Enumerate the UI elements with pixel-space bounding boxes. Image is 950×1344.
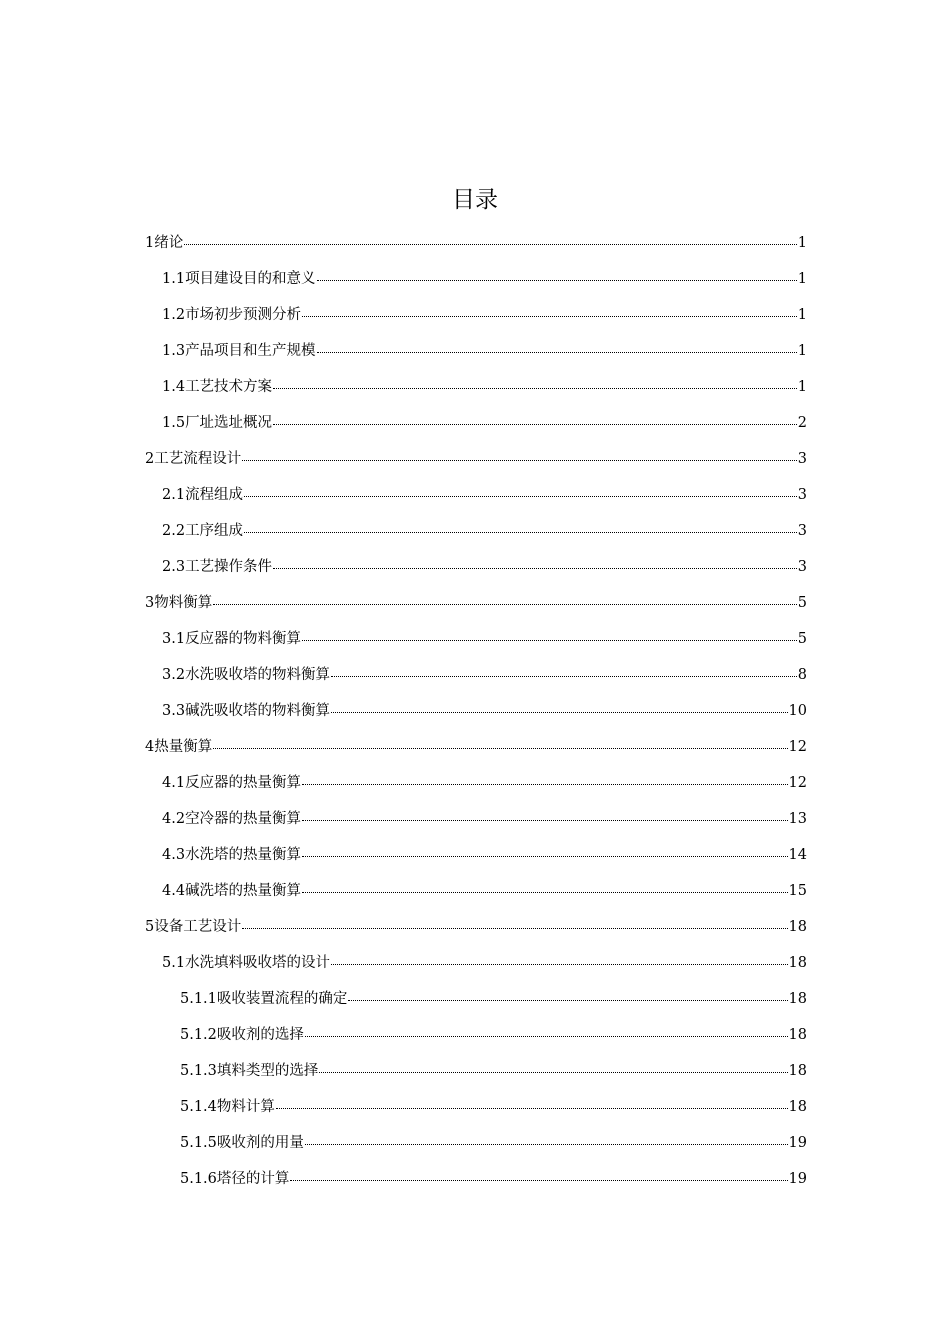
toc-entry[interactable] bbox=[145, 442, 807, 476]
toc-dot-leader bbox=[213, 603, 797, 605]
toc-dot-leader bbox=[305, 1035, 788, 1037]
toc-dot-leader bbox=[273, 423, 797, 425]
toc-entry[interactable] bbox=[145, 586, 807, 620]
toc-entry-label: 反应器的物料衡算 bbox=[185, 631, 302, 647]
toc-dot-leader bbox=[317, 279, 797, 281]
toc-entry[interactable] bbox=[162, 298, 807, 332]
toc-entry-number: 5.1 bbox=[162, 955, 186, 971]
toc-entry[interactable] bbox=[162, 550, 807, 584]
toc-entry[interactable] bbox=[145, 226, 807, 260]
toc-entry-number: 1 bbox=[145, 235, 155, 251]
toc-entry[interactable] bbox=[145, 910, 807, 944]
toc-entry[interactable] bbox=[162, 766, 807, 800]
toc-entry-page-number: 5 bbox=[797, 595, 807, 611]
toc-entry-page-number: 10 bbox=[788, 703, 807, 719]
toc-entry-label: 水洗吸收塔的物料衡算 bbox=[185, 667, 331, 683]
toc-entry[interactable] bbox=[162, 514, 807, 548]
toc-entry-number: 3.3 bbox=[162, 703, 186, 719]
toc-entry-number: 5.1.1 bbox=[180, 991, 217, 1007]
toc-entry-label: 设备工艺设计 bbox=[154, 919, 242, 935]
toc-entry-number: 4 bbox=[145, 739, 155, 755]
toc-entry-label: 厂址选址概况 bbox=[185, 415, 273, 431]
toc-dot-leader bbox=[331, 711, 787, 713]
toc-entry[interactable] bbox=[180, 1090, 807, 1124]
toc-entry-page-number: 13 bbox=[788, 811, 807, 827]
toc-entry-number: 5.1.5 bbox=[180, 1135, 217, 1151]
toc-entry-label: 市场初步预测分析 bbox=[185, 307, 302, 323]
toc-entry-page-number: 1 bbox=[797, 343, 807, 359]
toc-entry-page-number: 18 bbox=[788, 1099, 807, 1115]
toc-entry-number: 3 bbox=[145, 595, 155, 611]
toc-dot-leader bbox=[302, 315, 797, 317]
toc-dot-leader bbox=[184, 243, 797, 245]
toc-entry-page-number: 3 bbox=[797, 451, 807, 467]
toc-entry-label: 工艺流程设计 bbox=[154, 451, 242, 467]
toc-entry-number: 2.2 bbox=[162, 523, 186, 539]
toc-entry[interactable] bbox=[162, 802, 807, 836]
toc-entry-page-number: 3 bbox=[797, 559, 807, 575]
toc-dot-leader bbox=[290, 1179, 787, 1181]
toc-entry-label: 吸收装置流程的确定 bbox=[216, 991, 348, 1007]
toc-dot-leader bbox=[276, 1107, 788, 1109]
toc-entry[interactable] bbox=[162, 838, 807, 872]
toc-entry-number: 5.1.6 bbox=[180, 1171, 217, 1187]
toc-dot-leader bbox=[242, 927, 787, 929]
toc-dot-leader bbox=[302, 855, 787, 857]
toc-dot-leader bbox=[317, 351, 797, 353]
toc-dot-leader bbox=[244, 531, 797, 533]
toc-entry-page-number: 18 bbox=[788, 919, 807, 935]
toc-entry-label: 工艺操作条件 bbox=[185, 559, 273, 575]
toc-entry[interactable] bbox=[180, 1018, 807, 1052]
toc-entry-page-number: 3 bbox=[797, 487, 807, 503]
toc-dot-leader bbox=[302, 783, 787, 785]
toc-entry-number: 3.2 bbox=[162, 667, 186, 683]
toc-entry-label: 流程组成 bbox=[185, 487, 244, 503]
toc-dot-leader bbox=[302, 891, 787, 893]
toc-entry-label: 水洗塔的热量衡算 bbox=[185, 847, 302, 863]
toc-entry-label: 项目建设目的和意义 bbox=[185, 271, 316, 287]
toc-entry-number: 1.5 bbox=[162, 415, 186, 431]
toc-entry-number: 3.1 bbox=[162, 631, 186, 647]
toc-entry-page-number: 19 bbox=[788, 1171, 807, 1187]
toc-entry[interactable] bbox=[162, 334, 807, 368]
toc-entry-number: 2.3 bbox=[162, 559, 186, 575]
toc-entry-page-number: 12 bbox=[788, 775, 807, 791]
toc-entry-number: 1.2 bbox=[162, 307, 186, 323]
toc-entry[interactable] bbox=[162, 622, 807, 656]
toc-entry[interactable] bbox=[162, 370, 807, 404]
toc-entry-page-number: 8 bbox=[797, 667, 807, 683]
toc-entry-label: 碱洗吸收塔的物料衡算 bbox=[185, 703, 331, 719]
toc-dot-leader bbox=[302, 819, 787, 821]
toc-entry-label: 物料衡算 bbox=[154, 595, 213, 611]
toc-entry-number: 1.1 bbox=[162, 271, 186, 287]
toc-entry-label: 工序组成 bbox=[185, 523, 244, 539]
toc-entry-label: 填料类型的选择 bbox=[216, 1063, 319, 1079]
toc-entry-number: 4.2 bbox=[162, 811, 186, 827]
toc-dot-leader bbox=[348, 999, 787, 1001]
toc-entry-label: 吸收剂的选择 bbox=[216, 1027, 304, 1043]
toc-entry-number: 4.3 bbox=[162, 847, 186, 863]
toc-entry-number: 1.4 bbox=[162, 379, 186, 395]
toc-entry-label: 碱洗塔的热量衡算 bbox=[185, 883, 302, 899]
toc-entry-label: 物料计算 bbox=[216, 1099, 275, 1115]
toc-entry-page-number: 2 bbox=[797, 415, 807, 431]
toc-entry-page-number: 18 bbox=[788, 955, 807, 971]
toc-entry-number: 4.1 bbox=[162, 775, 186, 791]
toc-dot-leader bbox=[331, 675, 797, 677]
toc-entry[interactable] bbox=[162, 406, 807, 440]
toc-entry-label: 塔径的计算 bbox=[216, 1171, 290, 1187]
toc-entry-label: 水洗填料吸收塔的设计 bbox=[185, 955, 331, 971]
toc-entry-number: 5.1.3 bbox=[180, 1063, 217, 1079]
toc-entry-label: 绪论 bbox=[154, 235, 184, 251]
toc-entry[interactable] bbox=[162, 658, 807, 692]
toc-dot-leader bbox=[213, 747, 787, 749]
toc-entry-page-number: 5 bbox=[797, 631, 807, 647]
toc-entry[interactable] bbox=[162, 262, 807, 296]
toc-entry-page-number: 18 bbox=[788, 1063, 807, 1079]
toc-entry-number: 5.1.4 bbox=[180, 1099, 217, 1115]
toc-entry-label: 反应器的热量衡算 bbox=[185, 775, 302, 791]
toc-entry-page-number: 1 bbox=[797, 307, 807, 323]
toc-dot-leader bbox=[305, 1143, 788, 1145]
toc-entry-page-number: 3 bbox=[797, 523, 807, 539]
toc-entry-number: 4.4 bbox=[162, 883, 186, 899]
toc-entry[interactable] bbox=[162, 694, 807, 728]
toc-entry-label: 空冷器的热量衡算 bbox=[185, 811, 302, 827]
toc-entry-number: 2 bbox=[145, 451, 155, 467]
toc-entry-page-number: 19 bbox=[788, 1135, 807, 1151]
toc-entry-page-number: 1 bbox=[797, 379, 807, 395]
toc-entry[interactable] bbox=[162, 874, 807, 908]
toc-dot-leader bbox=[242, 459, 797, 461]
toc-dot-leader bbox=[244, 495, 797, 497]
toc-dot-leader bbox=[273, 567, 797, 569]
toc-entry-page-number: 1 bbox=[797, 235, 807, 251]
toc-entry-page-number: 14 bbox=[788, 847, 807, 863]
toc-entry-page-number: 18 bbox=[788, 1027, 807, 1043]
toc-entry[interactable] bbox=[180, 1054, 807, 1088]
toc-entry-page-number: 18 bbox=[788, 991, 807, 1007]
toc-dot-leader bbox=[331, 963, 787, 965]
toc-entry[interactable] bbox=[180, 1162, 807, 1196]
toc-entry-number: 5.1.2 bbox=[180, 1027, 217, 1043]
toc-entry[interactable] bbox=[162, 478, 807, 512]
toc-entry-page-number: 15 bbox=[788, 883, 807, 899]
toc-dot-leader bbox=[302, 639, 797, 641]
toc-entry-number: 5 bbox=[145, 919, 155, 935]
toc-dot-leader bbox=[319, 1071, 787, 1073]
toc-entry-label: 热量衡算 bbox=[154, 739, 213, 755]
toc-entry[interactable] bbox=[180, 1126, 807, 1160]
toc-entry-label: 工艺技术方案 bbox=[185, 379, 273, 395]
toc-entry[interactable] bbox=[162, 946, 807, 980]
toc-entry-label: 产品项目和生产规模 bbox=[185, 343, 316, 359]
toc-entry[interactable] bbox=[145, 730, 807, 764]
toc-entry-number: 1.3 bbox=[162, 343, 186, 359]
toc-entry-page-number: 1 bbox=[797, 271, 807, 287]
toc-entry-label: 吸收剂的用量 bbox=[216, 1135, 304, 1151]
toc-dot-leader bbox=[273, 387, 797, 389]
toc-entry-page-number: 12 bbox=[788, 739, 807, 755]
toc-title: 目录 bbox=[452, 187, 498, 213]
toc-entry-number: 2.1 bbox=[162, 487, 186, 503]
toc-entry[interactable] bbox=[180, 982, 807, 1016]
